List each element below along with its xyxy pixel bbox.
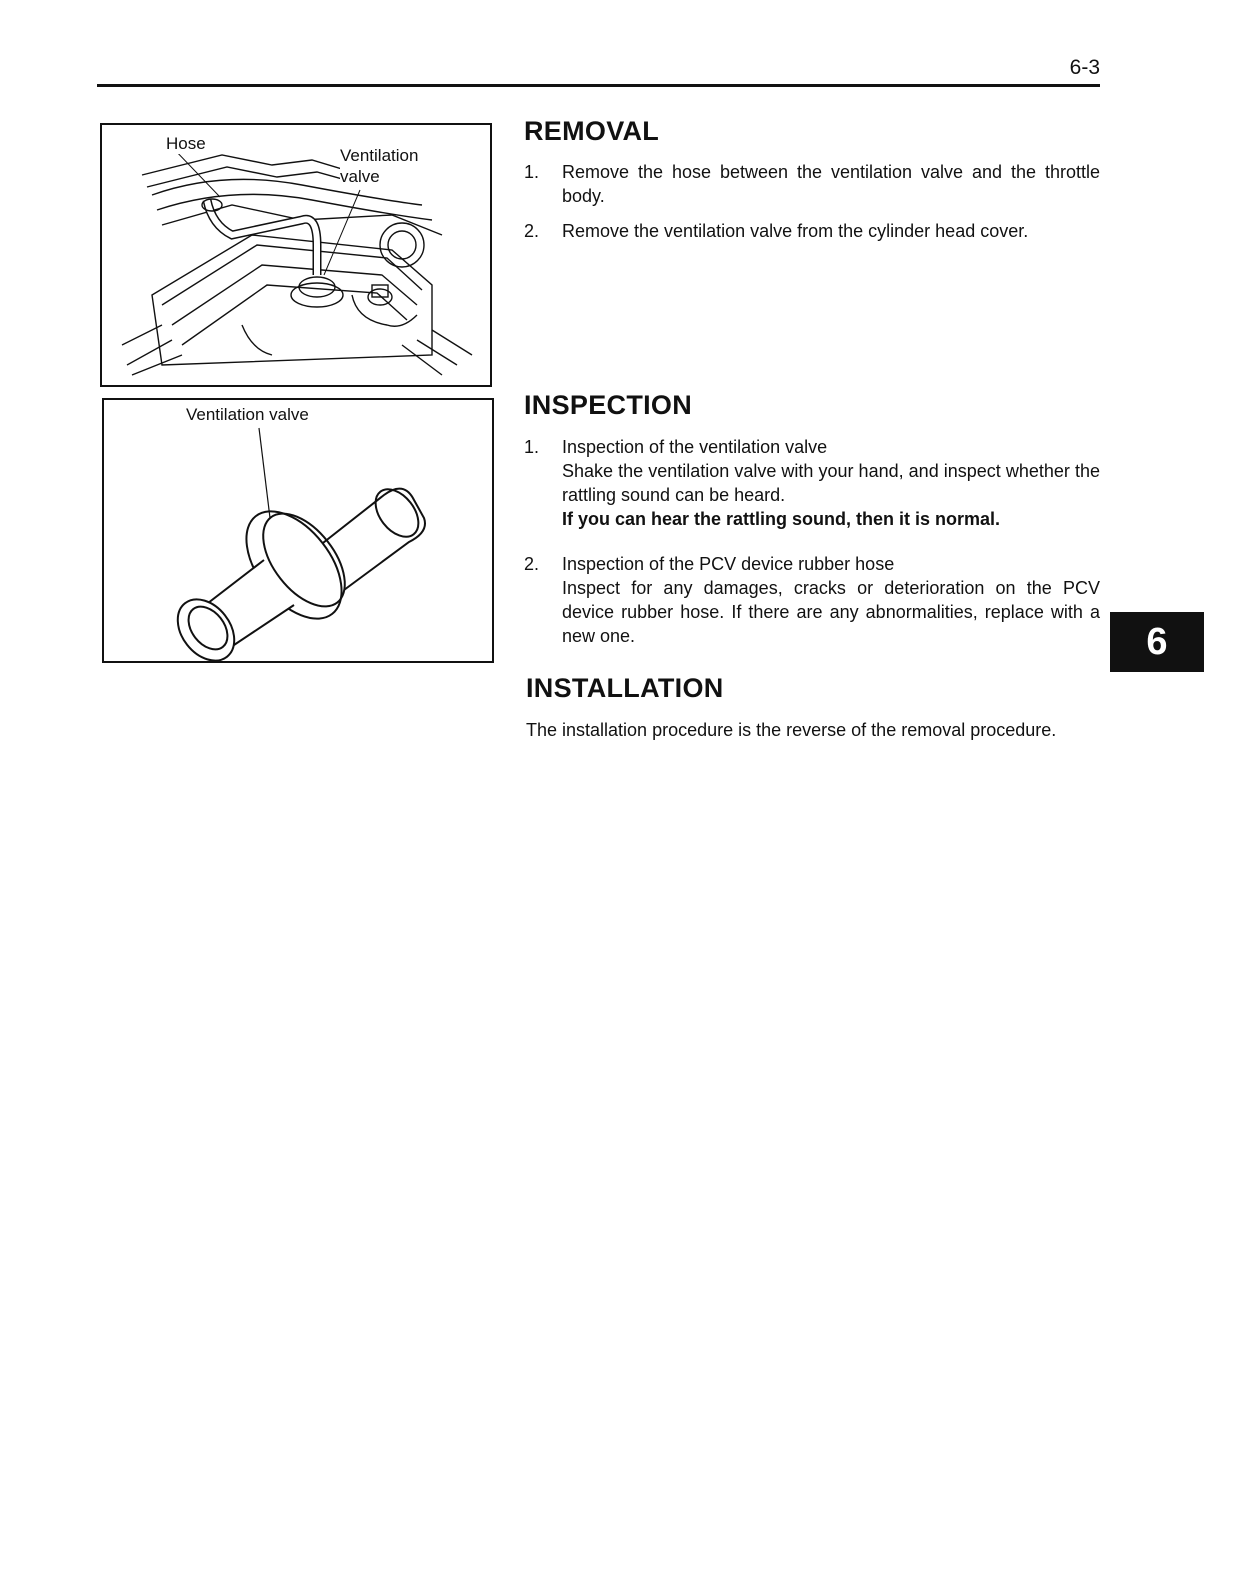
step-text: Shake the ventilation valve with your hand, and inspect whether the rattling sound can be heard. bbox=[562, 461, 1100, 505]
step-number: 1. bbox=[524, 437, 540, 457]
inspection-step-1 bbox=[524, 435, 1100, 531]
step-text: Remove the ventilation valve from the cylinder head cover. bbox=[562, 221, 1029, 241]
chapter-tab: 6 bbox=[1110, 612, 1204, 672]
valve-line-drawing bbox=[104, 400, 492, 661]
inspection-heading: INSPECTION bbox=[524, 390, 693, 420]
step-number: 1. bbox=[524, 162, 540, 182]
step-text: Inspect for any damages, cracks or deterioration on the PCV device rubber hose. If there are any abnormalities, replace with a new one. bbox=[562, 578, 1100, 646]
inspection-step-2 bbox=[524, 552, 1100, 648]
removal-step-1 bbox=[524, 160, 1100, 208]
engine-illustration bbox=[100, 123, 492, 387]
step-text: Remove the hose between the ventilation valve and the throttle body. bbox=[562, 162, 1100, 206]
step-title: Inspection of the ventilation valve bbox=[562, 437, 828, 457]
page-number: 6-3 bbox=[1069, 56, 1100, 79]
step-number: 2. bbox=[524, 221, 540, 241]
callout-ventilation-valve-line2: valve bbox=[340, 167, 380, 186]
callout-hose: Hose bbox=[166, 134, 206, 153]
step-note: If you can hear the rattling sound, then it is normal. bbox=[562, 509, 1001, 529]
removal-heading: REMOVAL bbox=[524, 116, 660, 146]
step-number: 2. bbox=[524, 554, 540, 574]
callout-ventilation-valve bbox=[340, 145, 418, 187]
callout-ventilation-valve-closeup: Ventilation valve bbox=[186, 405, 309, 424]
step-title: Inspection of the PCV device rubber hose bbox=[562, 554, 895, 574]
engine-line-drawing bbox=[102, 125, 490, 385]
installation-heading: INSTALLATION bbox=[526, 673, 724, 703]
valve-illustration bbox=[102, 398, 494, 663]
installation-text: The installation procedure is the reverse of the removal procedure. bbox=[526, 720, 1057, 740]
removal-step-2 bbox=[524, 219, 1100, 243]
header-rule bbox=[97, 84, 1100, 87]
callout-ventilation-valve-line1: Ventilation bbox=[340, 146, 419, 165]
